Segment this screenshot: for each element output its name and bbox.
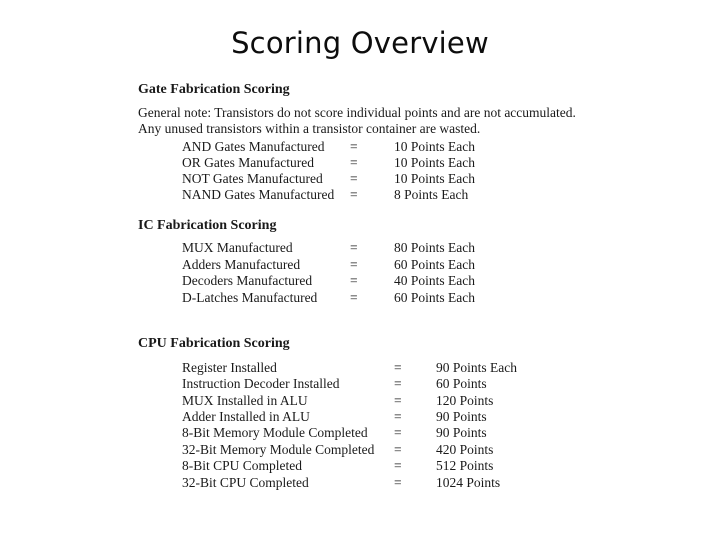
row-points: 80 Points Each [394, 240, 475, 255]
row-equals: = [394, 409, 402, 424]
row-equals: = [350, 187, 358, 202]
row-equals: = [350, 240, 358, 255]
gate-note-line-1: General note: Transistors do not score individual points and are not accumulated. [138, 105, 576, 120]
row-points: 60 Points [436, 376, 487, 391]
row-equals: = [394, 475, 402, 490]
row-points: 120 Points [436, 393, 494, 408]
row-item: Instruction Decoder Installed [182, 376, 340, 391]
row-points: 90 Points [436, 425, 487, 440]
row-equals: = [394, 360, 402, 375]
row-item: 32-Bit CPU Completed [182, 475, 309, 490]
cpu-section-heading: CPU Fabrication Scoring [138, 336, 290, 351]
row-item: Adders Manufactured [182, 257, 301, 272]
row-equals: = [394, 393, 402, 408]
row-item: 32-Bit Memory Module Completed [182, 442, 375, 457]
row-equals: = [350, 139, 358, 154]
row-equals: = [394, 425, 402, 440]
row-item: NOT Gates Manufactured [182, 171, 323, 186]
row-points: 60 Points Each [394, 257, 475, 272]
row-equals: = [350, 155, 358, 170]
row-equals: = [350, 290, 358, 305]
row-points: 40 Points Each [394, 273, 475, 288]
row-equals: = [350, 171, 358, 186]
row-equals: = [394, 442, 402, 457]
slide-title: Scoring Overview [231, 26, 489, 60]
gate-note-line-2: Any unused transistors within a transistor container are wasted. [138, 121, 481, 136]
row-points: 1024 Points [436, 475, 501, 490]
row-equals: = [350, 273, 358, 288]
row-equals: = [394, 458, 402, 473]
row-points: 10 Points Each [394, 155, 475, 170]
row-item: D-Latches Manufactured [182, 290, 318, 305]
row-points: 10 Points Each [394, 139, 475, 154]
row-item: Adder Installed in ALU [182, 409, 310, 424]
row-item: Decoders Manufactured [182, 273, 313, 288]
row-points: 10 Points Each [394, 171, 475, 186]
row-item: 8-Bit Memory Module Completed [182, 425, 368, 440]
row-equals: = [394, 376, 402, 391]
row-item: 8-Bit CPU Completed [182, 458, 303, 473]
row-points: 8 Points Each [394, 187, 469, 202]
row-points: 90 Points [436, 409, 487, 424]
gate-section-heading: Gate Fabrication Scoring [138, 82, 290, 97]
row-item: OR Gates Manufactured [182, 155, 314, 170]
row-item: NAND Gates Manufactured [182, 187, 335, 202]
row-item: MUX Manufactured [182, 240, 293, 255]
row-item: Register Installed [182, 360, 277, 375]
row-equals: = [350, 257, 358, 272]
row-points: 420 Points [436, 442, 494, 457]
row-points: 90 Points Each [436, 360, 517, 375]
ic-section-heading: IC Fabrication Scoring [138, 218, 277, 233]
row-points: 60 Points Each [394, 290, 475, 305]
row-item: MUX Installed in ALU [182, 393, 308, 408]
row-item: AND Gates Manufactured [182, 139, 325, 154]
row-points: 512 Points [436, 458, 494, 473]
